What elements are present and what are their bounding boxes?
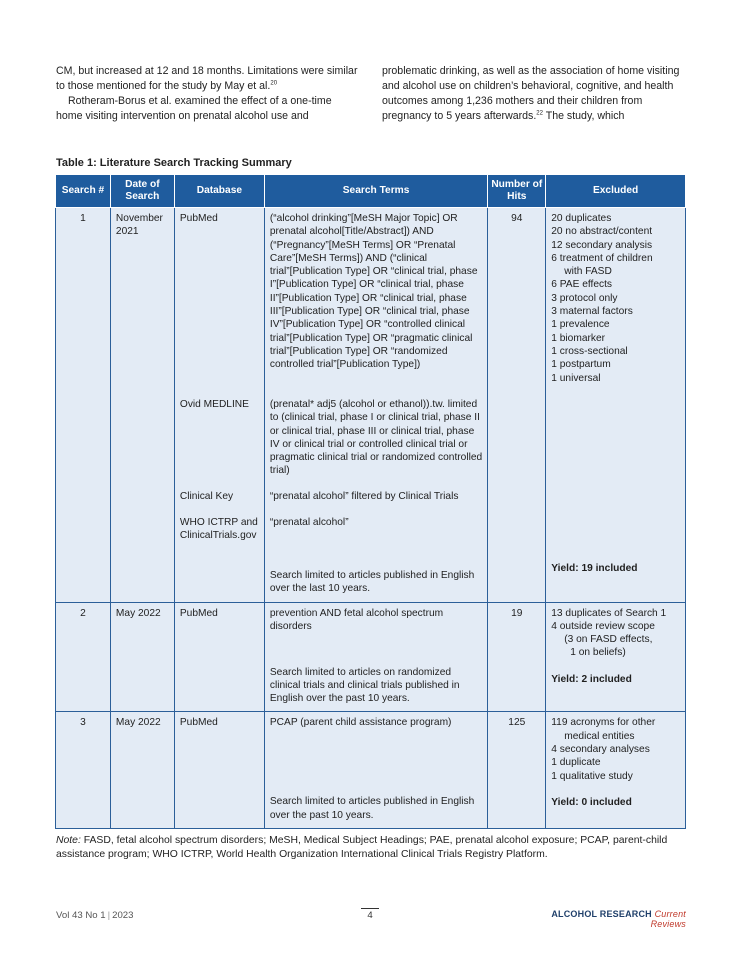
cell-date: May 2022: [110, 602, 174, 712]
body-column-right: [382, 64, 687, 124]
yield-label: Yield: 0 included: [551, 796, 632, 808]
header-database: Database: [174, 175, 264, 208]
cell-terms: [264, 208, 487, 603]
excluded-item: 3 maternal factors: [551, 306, 633, 318]
cell-hits: 94: [488, 208, 546, 603]
note-text: FASD, fetal alcohol spectrum disorders; MeSH, Medical Subject Headings; PAE, prenatal alcohol exposure; PCAP, parent-child assistance program; WHO ICTRP, World Health Organization International Clinical Trials Registry Platform.: [56, 835, 668, 860]
brand-name: ALCOHOL RESEARCH: [551, 909, 652, 919]
cell-excluded: [546, 602, 686, 712]
excluded-item: 13 duplicates of Search 1: [551, 607, 667, 619]
cell-database: PubMed: [174, 712, 264, 829]
excluded-item: 6 PAE effects: [551, 279, 613, 291]
header-date: Date of Search: [110, 175, 174, 208]
left-paragraph-1: CM, but increased at 12 and 18 months. Limitations were similar to those mentioned for the study by May et al.$^{20}$: [56, 65, 358, 92]
excluded-item: (3 on FASD effects,: [564, 634, 653, 646]
table-title: Table 1: Literature Search Tracking Summary: [56, 157, 292, 169]
excluded-item: 12 secondary analysis: [551, 239, 653, 251]
footer-separator: |: [107, 910, 111, 921]
excluded-item: 119 acronyms for other: [551, 717, 656, 729]
table-row: [56, 208, 686, 603]
page-number-rule: [361, 908, 379, 909]
excluded-item: 1 duplicate: [551, 757, 601, 769]
reference-20[interactable]: 20: [270, 80, 278, 87]
cell-search-num: 2: [56, 602, 111, 712]
excluded-item: 1 biomarker: [551, 332, 606, 344]
volume-label: Vol 43 No 1: [56, 910, 106, 921]
excluded-item: 4 outside review scope: [551, 620, 655, 632]
excluded-item: 20 no abstract/content: [551, 226, 653, 238]
search-limit: Search limited to articles published in English over the past 10 years.: [269, 796, 475, 821]
cell-date: November 2021: [110, 208, 174, 603]
terms-pubmed: prevention AND fetal alcohol spectrum disorders: [269, 607, 444, 632]
cell-terms: [264, 712, 487, 829]
header-excluded: Excluded: [546, 175, 686, 208]
table-header-row: [56, 175, 686, 208]
cell-search-num: 1: [56, 208, 111, 603]
excluded-item: 1 universal: [551, 372, 601, 384]
cell-database: PubMed: [174, 602, 264, 712]
excluded-item: 1 qualitative study: [551, 770, 633, 782]
database-ovid: Ovid MEDLINE: [179, 399, 249, 410]
table-row: [56, 712, 686, 829]
header-terms: Search Terms: [264, 175, 487, 208]
page-number: 4: [367, 910, 373, 921]
excluded-item: 3 protocol only: [551, 292, 618, 304]
terms-who: “prenatal alcohol”: [269, 517, 349, 528]
cell-date: May 2022: [110, 712, 174, 829]
brand-subtitle: Current Reviews: [650, 909, 686, 929]
excluded-item: 1 cross-sectional: [551, 345, 628, 357]
journal-brand: [520, 909, 686, 929]
cell-database: [174, 208, 264, 603]
cell-terms: [264, 602, 487, 712]
database-pubmed: PubMed: [179, 213, 218, 224]
cell-excluded: [546, 712, 686, 829]
database-who: WHO ICTRP and ClinicalTrials.gov: [179, 517, 258, 542]
terms-clinical-key: “prenatal alcohol” filtered by Clinical Trials: [269, 491, 459, 502]
header-search-num: Search #: [56, 175, 111, 208]
note-label: Note:: [56, 835, 81, 846]
cell-excluded: [546, 208, 686, 603]
cell-search-num: 3: [56, 712, 111, 829]
excluded-item: 1 postpartum: [551, 359, 611, 371]
terms-pubmed: PCAP (parent child assistance program): [269, 717, 452, 729]
literature-search-table: [55, 174, 686, 829]
footer-volume: [56, 910, 133, 921]
table-row: [56, 602, 686, 712]
excluded-item: 20 duplicates: [551, 213, 612, 224]
reference-22[interactable]: 22: [536, 110, 543, 117]
terms-pubmed: (“alcohol drinking”[MeSH Major Topic] OR prenatal alcohol[Title/Abstract]) AND (“Pregnancy”[MeSH Terms] OR “Prenatal Care”[MeSH Terms]) AND (“clinical trial”[Publication Type] OR “clinical trial, phase I”[Publication Type] OR “clinical trial, phase II”[Publication Type] OR “clinical trial, phase III”[Publication Type] OR “clinical trial, phase IV”[Publication Type] OR “controlled clinical trial”[Publication Type] OR “pragmatic clinical trial”[Publication Type] OR “randomized controlled trial”[Publication Type]): [269, 213, 478, 371]
left-paragraph-2: Rotheram-Borus et al. examined the effect of a one-time home visiting intervention on prenatal alcohol use and: [56, 95, 332, 122]
search-limit: Search limited to articles on randomized clinical trials and clinical trials published in English over the past 10 years.: [269, 666, 460, 705]
yield-label: Yield: 2 included: [551, 673, 632, 685]
excluded-item: with FASD: [564, 266, 612, 278]
header-hits: Number of Hits: [488, 175, 546, 208]
cell-hits: 125: [488, 712, 546, 829]
excluded-item: 1 on beliefs): [570, 647, 626, 659]
search-limit: Search limited to articles published in English over the last 10 years.: [269, 570, 475, 595]
cell-hits: 19: [488, 602, 546, 712]
table-note: [56, 834, 686, 862]
year-label: 2023: [112, 910, 134, 921]
body-column-left: [56, 64, 361, 124]
excluded-item: 6 treatment of children: [551, 252, 653, 264]
excluded-item: 1 prevalence: [551, 319, 610, 331]
excluded-item: medical entities: [564, 730, 635, 742]
excluded-item: 4 secondary analyses: [551, 744, 650, 756]
right-paragraph-1: problematic drinking, as well as the association of home visiting and alcohol use on children’s behavioral, cognitive, and health outcomes among 1,236 mothers and their children from pregnancy to 5 years afterwards.$^{22}$ The study, which: [382, 65, 680, 122]
yield-label: Yield: 19 included: [551, 562, 638, 574]
database-clinical-key: Clinical Key: [179, 491, 234, 502]
terms-ovid: (prenatal* adj5 (alcohol or ethanol)).tw. limited to (clinical trial, phase I or clinical trial, phase II or clinical trial, phase III or clinical trial, phase IV or clinical trial or controlled clinical trial or pragmatic clinical trial or randomized controlled trial): [269, 399, 483, 477]
